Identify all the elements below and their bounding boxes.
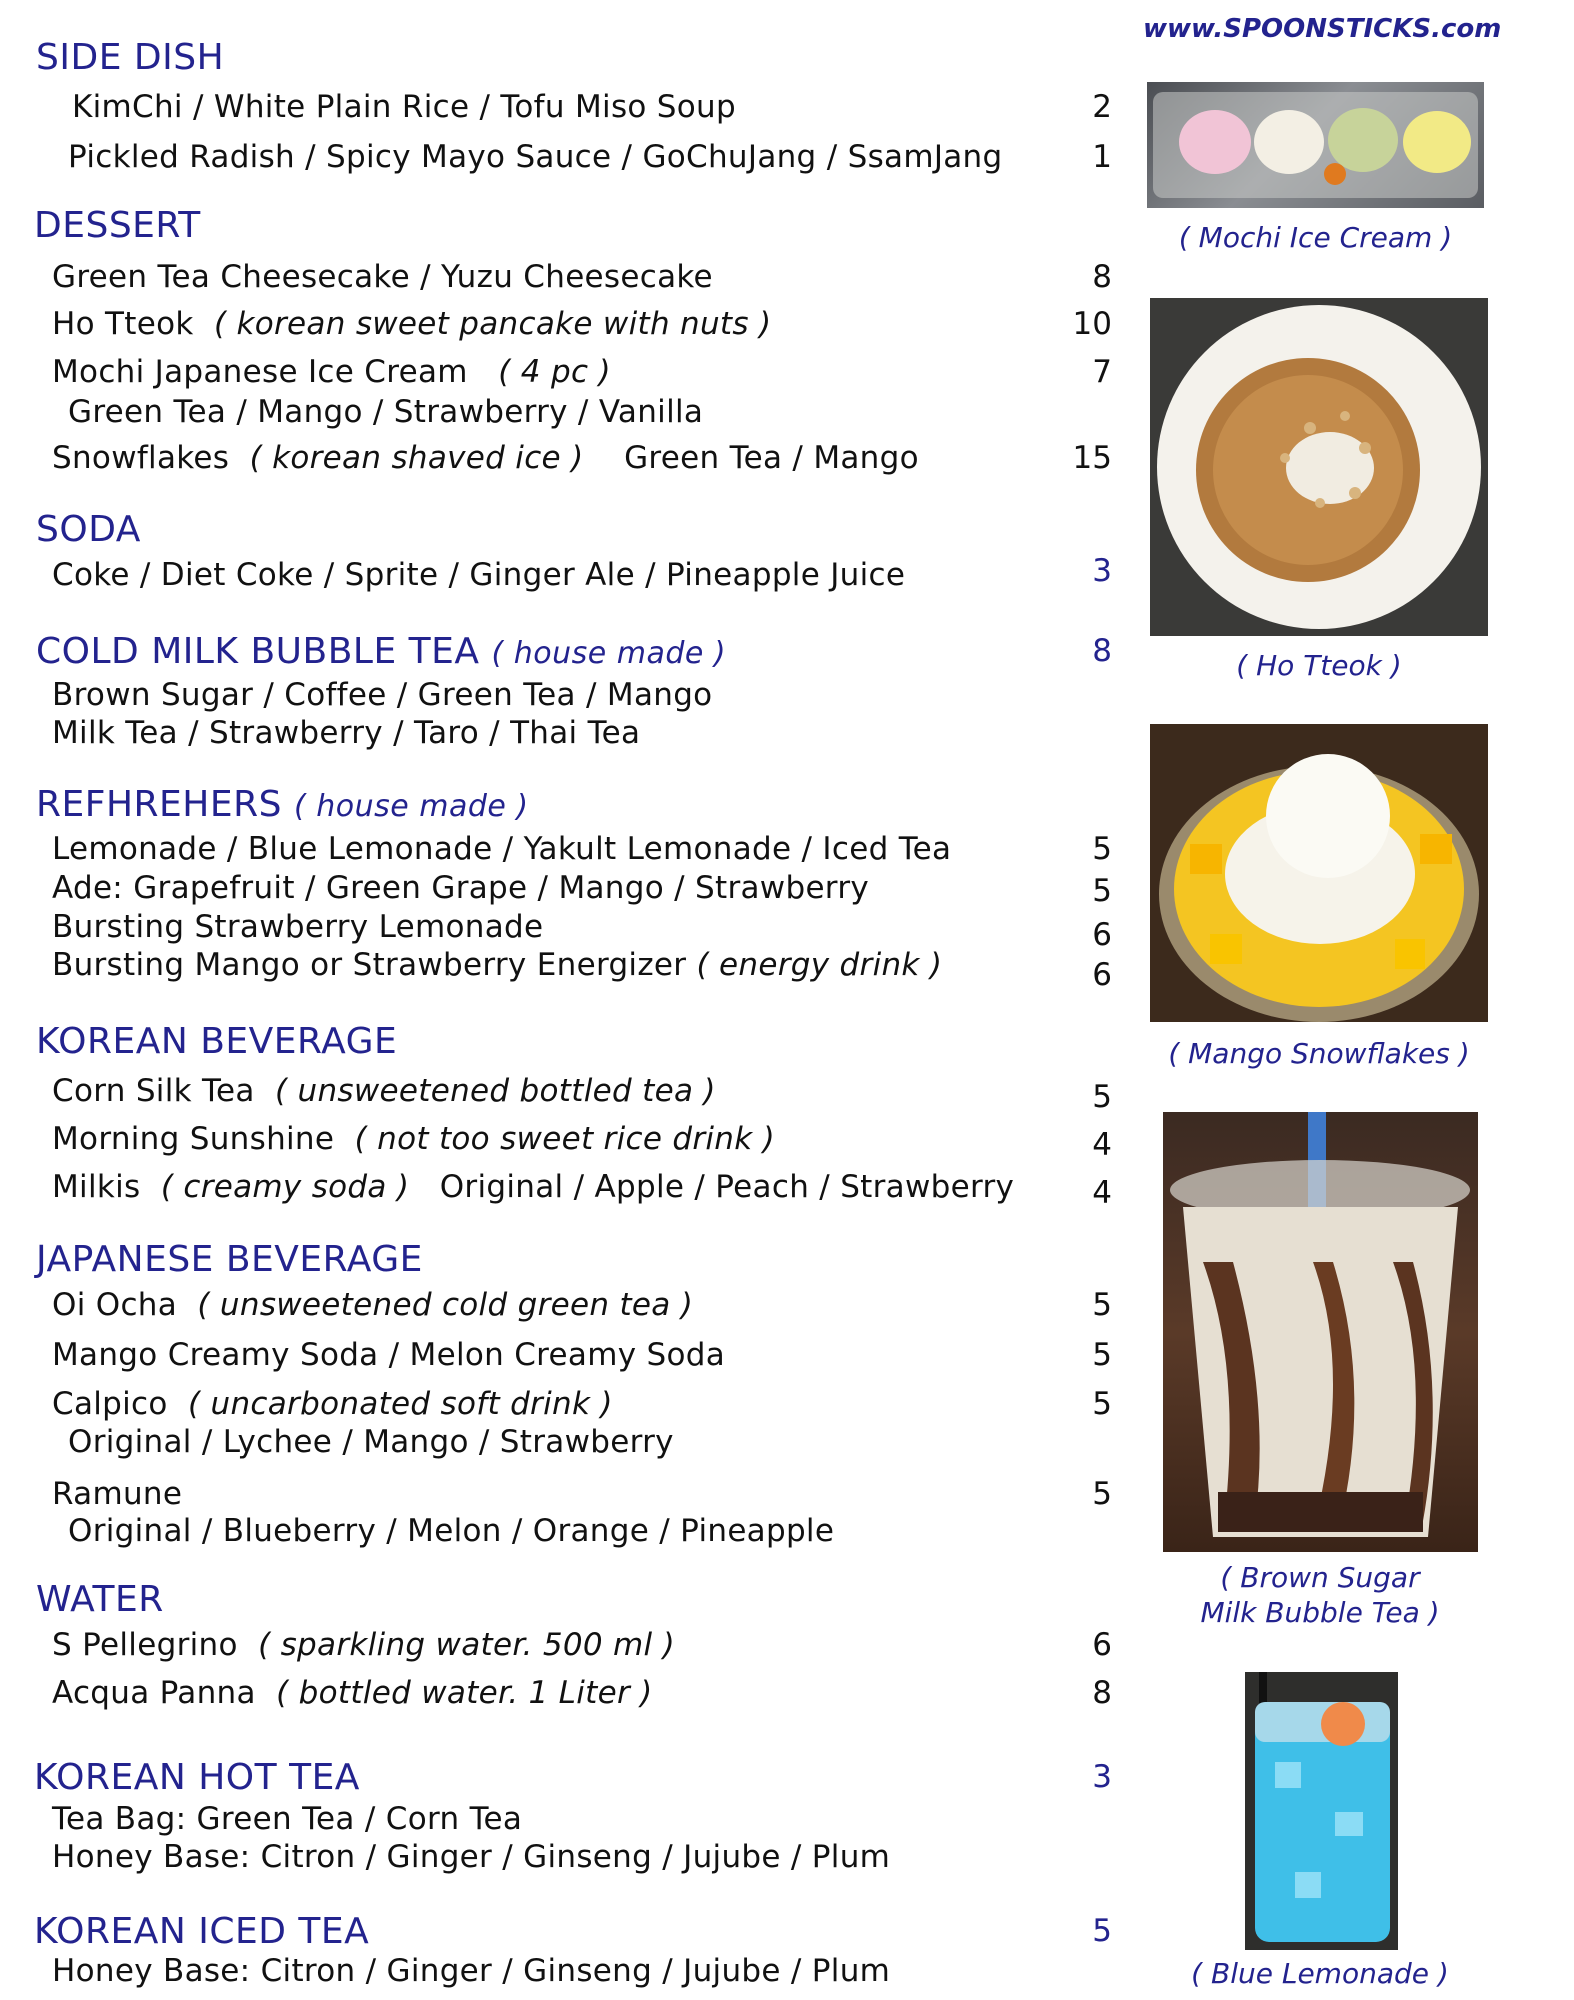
mochi-photo	[1147, 82, 1484, 208]
section-price-bubble-tea: 8	[1092, 633, 1112, 669]
menu-item: Bursting Mango or Strawberry Energizer ( energy drink )	[52, 947, 943, 983]
section-title-water: WATER	[36, 1579, 164, 1620]
menu-price: 5	[1092, 1476, 1112, 1512]
snowflakes-photo	[1150, 724, 1488, 1022]
menu-price: 6	[1092, 917, 1112, 953]
menu-item-flavors: Original / Lychee / Mango / Strawberry	[68, 1424, 674, 1460]
menu-item: Milkis ( creamy soda ) Original / Apple / Peach / Strawberry	[52, 1169, 1015, 1205]
menu-item: Acqua Panna ( bottled water. 1 Liter )	[52, 1675, 653, 1711]
menu-item: Brown Sugar / Coffee / Green Tea / Mango	[52, 677, 713, 713]
menu-item: Ramune	[52, 1476, 183, 1512]
menu-item: Milk Tea / Strawberry / Taro / Thai Tea	[52, 715, 641, 751]
menu-item: Coke / Diet Coke / Sprite / Ginger Ale / Pineapple Juice	[52, 557, 906, 593]
menu-item: Bursting Strawberry Lemonade	[52, 909, 544, 945]
section-title-korean-beverage: KOREAN BEVERAGE	[36, 1021, 398, 1062]
menu-price: 5	[1092, 1386, 1112, 1422]
menu-price: 4	[1092, 1175, 1112, 1211]
section-price-soda: 3	[1092, 553, 1112, 589]
menu-price: 5	[1092, 1337, 1112, 1373]
menu-price: 7	[1092, 354, 1112, 390]
section-title-bubble-tea: COLD MILK BUBBLE TEA ( house made )	[36, 631, 727, 672]
blue-lemonade-jar-illustration	[1245, 1672, 1398, 1950]
menu-item: Ho Tteok ( korean sweet pancake with nuts )	[52, 306, 772, 342]
blue-lemonade-photo	[1245, 1672, 1398, 1950]
menu-item: S Pellegrino ( sparkling water. 500 ml )	[52, 1627, 676, 1663]
photo-caption: ( Mochi Ice Cream )	[1178, 221, 1453, 254]
menu-item-flavors: Green Tea / Mango / Strawberry / Vanilla	[68, 394, 704, 430]
menu-item: Oi Ocha ( unsweetened cold green tea )	[52, 1287, 694, 1323]
menu-price: 5	[1092, 831, 1112, 867]
section-title-side-dish: SIDE DISH	[36, 37, 225, 78]
menu-item-flavors: Original / Blueberry / Melon / Orange / Pineapple	[68, 1513, 835, 1549]
mochi-plate-illustration	[1147, 82, 1484, 208]
bubble-tea-photo	[1163, 1112, 1478, 1552]
menu-price: 2	[1092, 89, 1112, 125]
menu-price: 6	[1092, 1627, 1112, 1663]
menu-price: 5	[1092, 1287, 1112, 1323]
menu-item: Mango Creamy Soda / Melon Creamy Soda	[52, 1337, 726, 1373]
menu-price: 6	[1092, 957, 1112, 993]
section-title-korean-iced-tea: KOREAN ICED TEA	[34, 1911, 370, 1952]
menu-item: Tea Bag: Green Tea / Corn Tea	[52, 1801, 523, 1837]
menu-price: 8	[1092, 1675, 1112, 1711]
section-title-japanese-beverage: JAPANESE BEVERAGE	[36, 1239, 423, 1280]
photo-caption: ( Blue Lemonade )	[1191, 1957, 1449, 1990]
menu-item: Green Tea Cheesecake / Yuzu Cheesecake	[52, 259, 713, 295]
menu-item: KimChi / White Plain Rice / Tofu Miso Soup	[72, 89, 736, 125]
section-title-refreshers: REFHREHERS ( house made )	[36, 784, 529, 825]
menu-price: 8	[1092, 259, 1112, 295]
section-title-korean-hot-tea: KOREAN HOT TEA	[34, 1757, 360, 1798]
menu-item: Ade: Grapefruit / Green Grape / Mango / Strawberry	[52, 870, 870, 906]
menu-item: Snowflakes ( korean shaved ice ) Green Tea / Mango	[52, 440, 919, 476]
menu-price: 15	[1072, 440, 1112, 476]
menu-item: Calpico ( uncarbonated soft drink )	[52, 1386, 613, 1422]
menu-price: 4	[1092, 1127, 1112, 1163]
hotteok-plate-illustration	[1150, 298, 1488, 636]
section-price-hot-tea: 3	[1092, 1759, 1112, 1795]
section-title-soda: SODA	[36, 509, 141, 550]
menu-item: Morning Sunshine ( not too sweet rice drink )	[52, 1121, 776, 1157]
snowflakes-bowl-illustration	[1150, 724, 1488, 1022]
menu-item: Honey Base: Citron / Ginger / Ginseng / Jujube / Plum	[52, 1839, 891, 1875]
menu-item: Honey Base: Citron / Ginger / Ginseng / Jujube / Plum	[52, 1953, 891, 1989]
photo-caption: ( Mango Snowflakes )	[1168, 1037, 1470, 1070]
photo-caption: ( Brown Sugar Milk Bubble Tea )	[1200, 1561, 1440, 1629]
menu-price: 5	[1092, 873, 1112, 909]
bubble-tea-cup-illustration	[1163, 1112, 1478, 1552]
menu-item: Corn Silk Tea ( unsweetened bottled tea )	[52, 1073, 716, 1109]
section-title-dessert: DESSERT	[34, 205, 201, 246]
section-price-iced-tea: 5	[1092, 1913, 1112, 1949]
menu-price: 1	[1092, 139, 1112, 175]
menu-item: Pickled Radish / Spicy Mayo Sauce / GoChuJang / SsamJang	[68, 139, 1003, 175]
menu-item: Lemonade / Blue Lemonade / Yakult Lemonade / Iced Tea	[52, 831, 952, 867]
website-url[interactable]: www.SPOONSTICKS.com	[1143, 14, 1502, 44]
menu-item: Mochi Japanese Ice Cream ( 4 pc )	[52, 354, 611, 390]
hotteok-photo	[1150, 298, 1488, 636]
photo-caption: ( Ho Tteok )	[1236, 649, 1402, 682]
menu-price: 5	[1092, 1079, 1112, 1115]
menu-price: 10	[1072, 306, 1112, 342]
